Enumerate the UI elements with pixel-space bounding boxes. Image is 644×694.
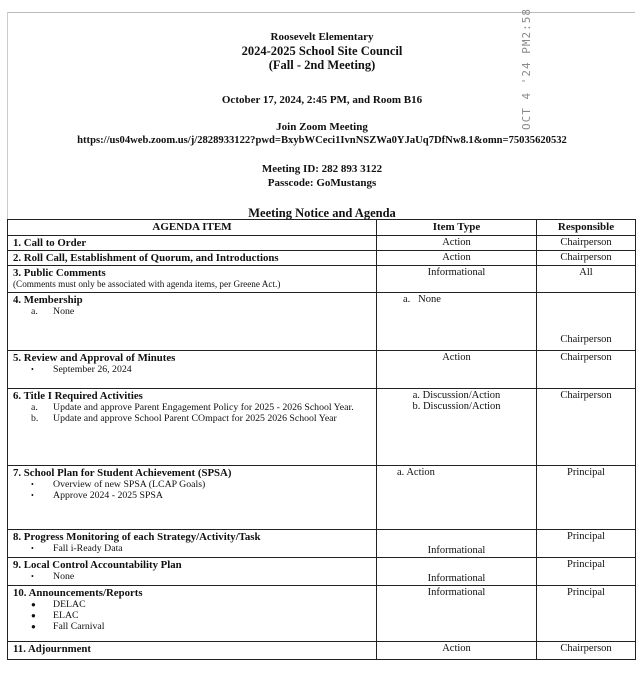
bullet-item: • September 26, 2024 [31,364,132,375]
item-responsible: Chairperson [537,236,636,251]
stamp-text: OCT 4 '24 PM2:58 [520,8,533,130]
item-type: Action [377,351,537,389]
item-type [377,389,537,466]
item-type: Informational [377,530,537,558]
sub-text: None [53,306,75,317]
item-responsible: Principal [537,466,636,530]
item-responsible: Chairperson [537,351,636,389]
item-title: 5. Review and Approval of Minutes [13,352,176,364]
bullet-item: • Overview of new SPSA (LCAP Goals) [31,479,206,490]
document-header [0,30,644,72]
type-text: None [418,294,441,305]
item-title: 2. Roll Call, Establishment of Quorum, and Introductions [13,252,279,264]
item-title: 10. Announcements/Reports [13,587,143,599]
item-type: Informational [377,586,537,642]
table-row [8,558,636,586]
item-responsible: Principal [537,558,636,586]
item-title: 11. Adjournment [13,643,91,655]
passcode: Passcode: GoMustangs [267,177,377,189]
zoom-title: Join Zoom Meeting [276,121,368,133]
table-header-row [8,220,636,236]
col-header-type: Item Type [377,220,537,236]
item-type: Action [377,236,537,251]
table-row [8,266,636,293]
item-type: Action [377,642,537,660]
sub-marker: a. [31,306,38,317]
item-title: 8. Progress Monitoring of each Strategy/Activity/Task [13,531,261,543]
item-title: 6. Title I Required Activities [13,390,143,402]
page-border-top [7,12,635,13]
item-responsible: Chairperson [537,642,636,660]
bullet-item: • Approve 2024 - 2025 SPSA [31,490,163,501]
item-title: 7. School Plan for Student Achievement (SPSA) [13,467,232,479]
item-responsible: Chairperson [537,389,636,466]
meeting-id: Meeting ID: 282 893 3122 [261,163,383,175]
received-date-stamp [518,8,540,130]
bullet-item: ● Fall Carnival [31,621,105,632]
table-row [8,293,636,351]
item-title: 1. Call to Order [13,237,87,249]
agenda-table [7,219,636,660]
notice-title: Meeting Notice and Agenda [248,206,396,220]
table-row [8,351,636,389]
item-title: 4. Membership [13,294,83,306]
sub-item: a. Update and approve Parent Engagement Policy for 2025 - 2026 School Year. [31,402,354,413]
item-type [377,293,537,351]
bullet-item: • None [31,571,75,582]
col-header-item: AGENDA ITEM [8,220,377,236]
table-row [8,466,636,530]
item-title: 9. Local Control Accountability Plan [13,559,182,571]
zoom-link[interactable]: https://us04web.zoom.us/j/2828933122?pwd=BxybWCeci1IvnNSZWa0YJaUq7DfNw8.1&omn=75035620532 [77,135,567,146]
bullet-item: ● DELAC [31,599,86,610]
table-row [8,530,636,558]
meeting-number: (Fall - 2nd Meeting) [268,58,376,72]
bullet-item: • Fall i-Ready Data [31,543,123,554]
item-type: Informational [377,558,537,586]
item-responsible: Principal [537,530,636,558]
type-b: b. Discussion/Action [412,401,501,412]
table-row [8,642,636,660]
bullet-item: ● ELAC [31,610,79,621]
item-title: 3. Public Comments [13,267,106,279]
item-responsible: Principal [537,586,636,642]
table-row [8,251,636,266]
school-name: Roosevelt Elementary [270,31,374,43]
type-a: a. Discussion/Action [412,390,501,401]
sub-item [13,306,371,317]
sub-item: b. Update and approve School Parent COmpact for 2025 2026 School Year [31,413,337,424]
table-row [8,586,636,642]
item-type: a. Action [377,466,537,530]
council-title: 2024-2025 School Site Council [241,44,403,58]
item-responsible: Chairperson [537,293,636,351]
meeting-dateline: October 17, 2024, 2:45 PM, and Room B16 [221,94,423,106]
item-responsible: Chairperson [537,251,636,266]
table-row [8,236,636,251]
item-note: (Comments must only be associated with agenda items, per Greene Act.) [13,279,281,289]
item-type: Informational [377,266,537,293]
item-responsible: All [537,266,636,293]
item-type: Action [377,251,537,266]
type-marker: a. [403,294,411,305]
table-row [8,389,636,466]
col-header-resp: Responsible [537,220,636,236]
